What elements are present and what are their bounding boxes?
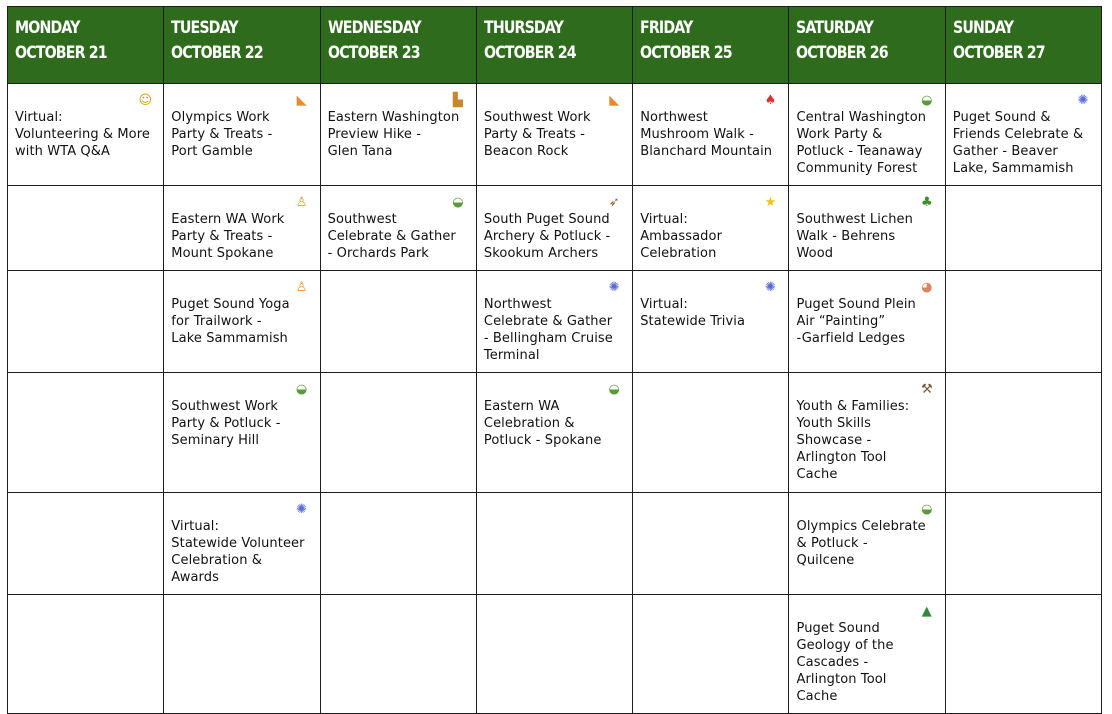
event-cell <box>320 84 476 186</box>
empty-cell <box>633 595 789 714</box>
day-weekday: FRIDAY <box>640 18 693 37</box>
event-cell <box>633 271 789 373</box>
salad-bowl-icon: ◒ <box>921 93 933 108</box>
salad-bowl-icon: ◒ <box>452 195 464 210</box>
event-title: Eastern Washington Preview Hike - Glen Tana <box>327 110 460 159</box>
day-header-thursday <box>476 7 632 84</box>
event-title: Eastern WA Work Party & Treats - Mount Spokane <box>171 212 285 261</box>
empty-cell <box>945 493 1101 595</box>
event-title: Virtual: Statewide Trivia <box>640 297 746 329</box>
sunrise-over-mountains-icon: ▲ <box>921 604 932 619</box>
day-header-friday <box>633 7 789 84</box>
empty-cell <box>945 271 1101 373</box>
empty-cell <box>320 373 476 493</box>
event-cell <box>789 373 945 493</box>
event-title: Central Washington Work Party & Potluck - Teanaway Community Forest <box>796 110 927 176</box>
day-date: OCTOBER 22 <box>171 43 264 62</box>
day-date: OCTOBER 23 <box>327 43 420 62</box>
event-title: Southwest Work Party & Treats - Beacon Rock <box>483 110 591 159</box>
event-cell <box>476 373 632 493</box>
event-cell <box>320 186 476 271</box>
star-icon: ★ <box>764 195 777 210</box>
calendar-row <box>8 271 1102 373</box>
event-cell <box>476 84 632 186</box>
event-cell <box>8 84 164 186</box>
event-title: Youth & Families: Youth Skills Showcase - Arlington Tool Cache <box>796 399 910 482</box>
party-popper-icon: ✺ <box>1077 93 1089 108</box>
event-title: Eastern WA Celebration & Potluck - Spokane <box>483 399 602 448</box>
day-date: OCTOBER 27 <box>952 43 1045 62</box>
empty-cell <box>945 595 1101 714</box>
day-date: OCTOBER 26 <box>796 43 889 62</box>
calendar-row <box>8 493 1102 595</box>
empty-cell <box>8 595 164 714</box>
salad-bowl-icon: ◒ <box>608 382 620 397</box>
event-cell <box>164 186 320 271</box>
event-title: Virtual: Volunteering & More with WTA Q&A <box>15 110 150 159</box>
event-cell <box>789 186 945 271</box>
empty-cell <box>633 493 789 595</box>
day-header-sunday <box>945 7 1101 84</box>
event-cell <box>633 84 789 186</box>
event-cell <box>164 84 320 186</box>
day-weekday: WEDNESDAY <box>327 18 421 37</box>
empty-cell <box>633 373 789 493</box>
day-weekday: SATURDAY <box>796 18 874 37</box>
empty-cell <box>8 186 164 271</box>
event-cell <box>789 84 945 186</box>
salad-bowl-icon: ◒ <box>295 382 308 397</box>
empty-cell <box>476 493 632 595</box>
empty-cell <box>320 493 476 595</box>
event-cell <box>945 84 1101 186</box>
event-title: Virtual: Ambassador Celebration <box>640 212 723 261</box>
event-cell <box>164 493 320 595</box>
event-title: Northwest Mushroom Walk - Blanchard Mountain <box>640 110 773 159</box>
empty-cell <box>164 595 320 714</box>
event-cell <box>633 186 789 271</box>
event-cell <box>789 493 945 595</box>
event-title: Puget Sound Yoga for Trailwork - Lake Sammamish <box>171 297 290 346</box>
calendar-row <box>8 186 1102 271</box>
event-title: Olympics Work Party & Treats - Port Gamble <box>171 110 273 159</box>
event-title: South Puget Sound Archery & Potluck - Skookum Archers <box>483 212 611 261</box>
empty-cell <box>8 373 164 493</box>
event-title: Puget Sound Geology of the Cascades - Arlington Tool Cache <box>796 621 894 704</box>
bow-and-arrow-icon: ➶ <box>608 195 620 210</box>
calendar-body <box>8 84 1102 714</box>
empty-cell <box>945 186 1101 271</box>
day-weekday: SUNDAY <box>952 18 1013 37</box>
event-title: Olympics Celebrate & Potluck - Quilcene <box>796 519 926 568</box>
party-popper-icon: ✺ <box>296 502 308 517</box>
calendar-row <box>8 595 1102 714</box>
party-popper-icon: ✺ <box>765 280 776 295</box>
event-title: Puget Sound & Friends Celebrate & Gather - Beaver Lake, Sammamish <box>952 110 1084 176</box>
event-cell <box>164 271 320 373</box>
event-title: Southwest Celebrate & Gather - Orchards Park <box>327 212 456 261</box>
event-title: Southwest Lichen Walk - Behrens Wood <box>796 212 913 261</box>
day-date: OCTOBER 21 <box>15 43 107 62</box>
calendar-row <box>8 84 1102 186</box>
day-weekday: MONDAY <box>15 18 80 37</box>
event-cell <box>164 373 320 493</box>
mushroom-icon: ♠ <box>764 93 777 108</box>
day-weekday: TUESDAY <box>171 18 239 37</box>
empty-cell <box>945 373 1101 493</box>
face-icon: ☺ <box>138 93 153 108</box>
palette-icon: ◕ <box>921 280 933 295</box>
party-popper-icon: ✺ <box>608 280 620 295</box>
event-title: Northwest Celebrate & Gather - Bellingham Cruise Terminal <box>483 297 613 363</box>
empty-cell <box>320 595 476 714</box>
empty-cell <box>476 595 632 714</box>
event-calendar <box>7 6 1102 714</box>
empty-cell <box>8 271 164 373</box>
calendar-row <box>8 373 1102 493</box>
empty-cell <box>320 271 476 373</box>
yoga-icon: ♙ <box>295 195 308 210</box>
cake-icon: ◣ <box>609 93 620 108</box>
event-title: Virtual: Statewide Volunteer Celebration & Awards <box>171 519 305 585</box>
day-weekday: THURSDAY <box>483 18 563 37</box>
empty-cell <box>8 493 164 595</box>
event-title: Puget Sound Plein Air “Painting” -Garfield Ledges <box>796 297 916 346</box>
event-cell <box>476 186 632 271</box>
event-cell <box>476 271 632 373</box>
yoga-icon: ♙ <box>295 280 308 295</box>
day-header-monday <box>8 7 164 84</box>
event-cell <box>789 595 945 714</box>
day-header-saturday <box>789 7 945 84</box>
cake-icon: ◣ <box>296 93 307 108</box>
salad-bowl-icon: ◒ <box>921 502 933 517</box>
day-header-wednesday <box>320 7 476 84</box>
calendar-header-row <box>8 7 1102 84</box>
day-date: OCTOBER 25 <box>640 43 732 62</box>
event-cell <box>789 271 945 373</box>
event-title: Southwest Work Party & Potluck - Seminary Hill <box>171 399 281 448</box>
seedling-icon: ♣ <box>920 195 933 210</box>
day-date: OCTOBER 24 <box>483 43 576 62</box>
hammer-and-pick-icon: ⚒ <box>920 382 933 397</box>
boot-icon: ▙ <box>452 93 463 108</box>
day-header-tuesday <box>164 7 320 84</box>
